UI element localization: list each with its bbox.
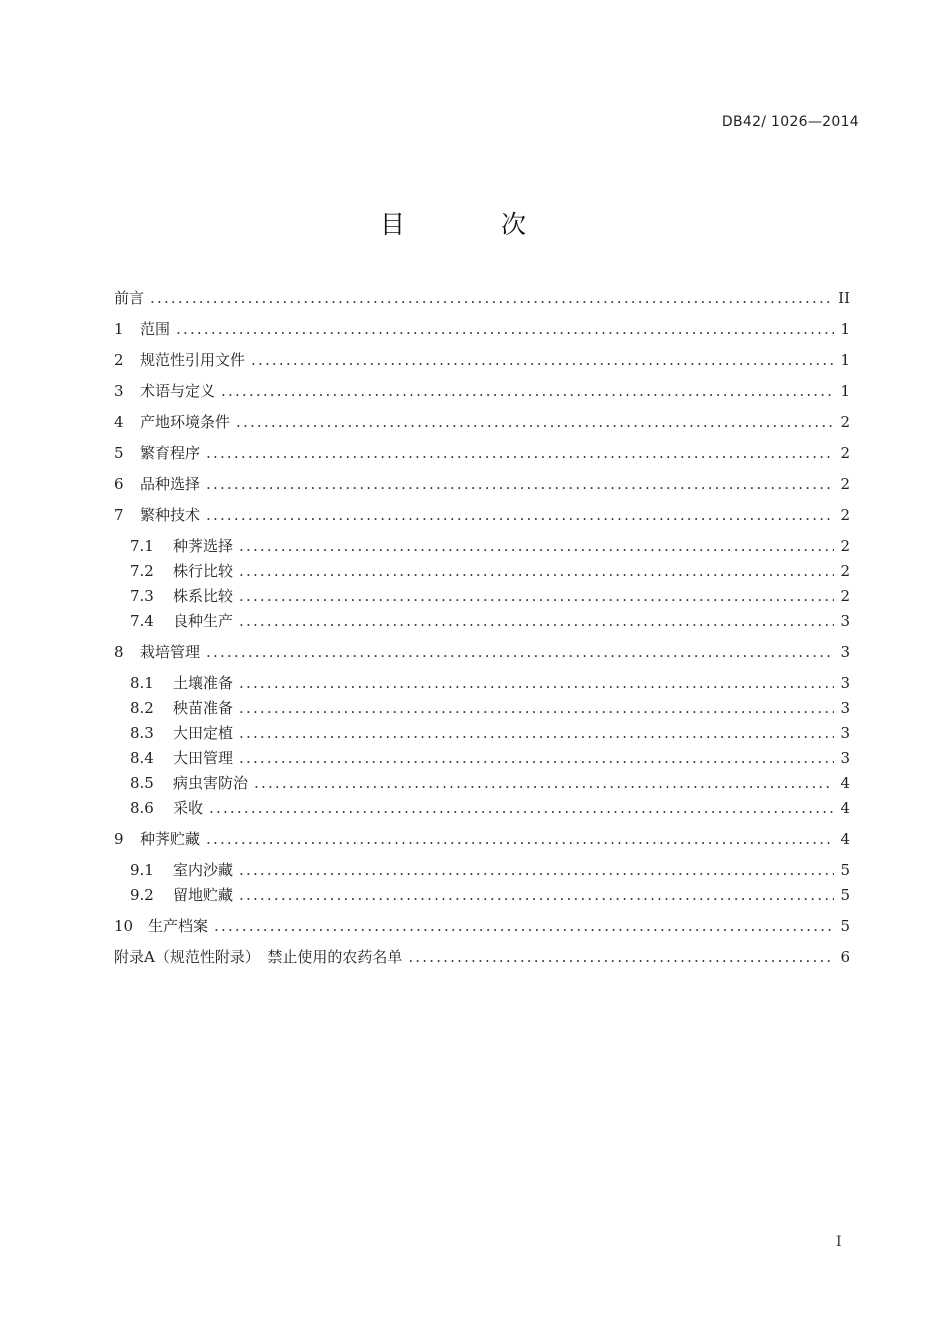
toc-entry-number: 3 (114, 382, 124, 400)
toc-entry-page: 3 (840, 699, 850, 717)
toc-entry-number: 8.2 (130, 699, 154, 717)
toc-entry-title: 品种选择 (140, 475, 201, 493)
toc-entry-variety-selection[interactable] (114, 472, 850, 497)
toc-entry-title: 留地贮藏 (173, 886, 234, 904)
toc-entry-7-4[interactable] (114, 609, 850, 634)
dot-leader (239, 584, 834, 609)
toc-entry-environment[interactable] (114, 410, 850, 435)
toc-entry-number: 2 (114, 351, 124, 369)
toc-entry-title: 采收 (173, 799, 204, 817)
toc-title: 目 次 (380, 210, 570, 239)
toc-entry-terms-definitions[interactable] (114, 379, 850, 404)
toc-entry-page: 3 (840, 749, 850, 767)
toc-entry-page: II (838, 289, 850, 307)
toc-entry-title: 繁育程序 (140, 444, 201, 462)
toc-entry-breeding-procedure[interactable] (114, 441, 850, 466)
dot-leader (408, 945, 834, 970)
toc-entry-page: 3 (840, 612, 850, 630)
toc-entry-page: 2 (840, 506, 850, 524)
toc-entry-title: 栽培管理 (140, 643, 201, 661)
dot-leader (239, 883, 834, 908)
toc-entry-page: 4 (840, 774, 850, 792)
toc-entry-number: 7.3 (130, 587, 154, 605)
toc-entry-page: 2 (840, 562, 850, 580)
dot-leader (239, 609, 834, 634)
toc-entry-page: 2 (840, 444, 850, 462)
toc-entry-page: 3 (840, 643, 850, 661)
toc-entry-title: 附录A（规范性附录） 禁止使用的农药名单 (114, 948, 403, 966)
toc-entry-title: 病虫害防治 (173, 774, 249, 792)
dot-leader (239, 671, 834, 696)
dot-leader (239, 746, 834, 771)
dot-leader (150, 286, 832, 311)
dot-leader (206, 472, 834, 497)
toc-entry-8-6[interactable] (114, 796, 850, 821)
toc-entry-9-1[interactable] (114, 858, 850, 883)
toc-entry-7-1[interactable] (114, 534, 850, 559)
dot-leader (251, 348, 834, 373)
toc-entry-number: 8 (114, 643, 124, 661)
dot-leader (209, 796, 834, 821)
toc-entry-title: 大田定植 (173, 724, 234, 742)
toc-entry-page: 5 (840, 886, 850, 904)
toc-entry-page: 4 (840, 799, 850, 817)
toc-entry-title: 生产档案 (148, 917, 209, 935)
toc-entry-title: 规范性引用文件 (140, 351, 246, 369)
table-of-contents (114, 286, 850, 976)
toc-entry-page: 2 (840, 537, 850, 555)
dot-leader (239, 696, 834, 721)
dot-leader (206, 441, 834, 466)
toc-entry-page: 1 (840, 320, 850, 338)
toc-entry-number: 8.3 (130, 724, 154, 742)
toc-entry-number: 7 (114, 506, 124, 524)
toc-entry-8-5[interactable] (114, 771, 850, 796)
page-number: I (836, 1234, 842, 1250)
toc-entry-8-3[interactable] (114, 721, 850, 746)
dot-leader (236, 410, 834, 435)
toc-entry-8-1[interactable] (114, 671, 850, 696)
toc-entry-title: 范围 (140, 320, 171, 338)
toc-entry-number: 7.2 (130, 562, 154, 580)
toc-entry-7-2[interactable] (114, 559, 850, 584)
toc-entry-cultivation[interactable] (114, 640, 850, 665)
dot-leader (239, 858, 834, 883)
dot-leader (214, 914, 834, 939)
toc-entry-number: 7.4 (130, 612, 154, 630)
toc-entry-8-4[interactable] (114, 746, 850, 771)
toc-entry-number: 8.4 (130, 749, 154, 767)
toc-entry-foreword[interactable] (114, 286, 850, 311)
toc-entry-title: 产地环境条件 (140, 413, 231, 431)
toc-entry-number: 10 (114, 917, 134, 935)
toc-entry-page: 2 (840, 475, 850, 493)
dot-leader (221, 379, 834, 404)
toc-entry-scope[interactable] (114, 317, 850, 342)
toc-entry-title: 前言 (114, 289, 145, 307)
toc-entry-number: 8.5 (130, 774, 154, 792)
toc-entry-page: 6 (840, 948, 850, 966)
dot-leader (206, 827, 834, 852)
toc-entry-page: 1 (840, 382, 850, 400)
standard-code: DB42/ 1026—2014 (721, 114, 859, 130)
dot-leader (239, 559, 834, 584)
toc-entry-number: 4 (114, 413, 124, 431)
toc-entry-seed-technique[interactable] (114, 503, 850, 528)
toc-entry-title: 繁种技术 (140, 506, 201, 524)
toc-entry-title: 株行比较 (173, 562, 234, 580)
toc-entry-number: 6 (114, 475, 124, 493)
toc-entry-appendix-a[interactable] (114, 945, 850, 970)
toc-entry-page: 3 (840, 674, 850, 692)
toc-entry-title: 术语与定义 (140, 382, 216, 400)
toc-entry-page: 5 (840, 861, 850, 879)
dot-leader (206, 503, 834, 528)
toc-entry-title: 种荠选择 (173, 537, 234, 555)
toc-entry-normative-references[interactable] (114, 348, 850, 373)
toc-entry-number: 9.2 (130, 886, 154, 904)
toc-entry-number: 7.1 (130, 537, 154, 555)
toc-entry-title: 土壤准备 (173, 674, 234, 692)
toc-entry-title: 株系比较 (173, 587, 234, 605)
toc-entry-page: 5 (840, 917, 850, 935)
toc-entry-number: 8.6 (130, 799, 154, 817)
toc-entry-page: 2 (840, 587, 850, 605)
toc-entry-number: 8.1 (130, 674, 154, 692)
toc-entry-page: 4 (840, 830, 850, 848)
toc-entry-number: 9 (114, 830, 124, 848)
toc-entry-title: 良种生产 (173, 612, 234, 630)
dot-leader (176, 317, 834, 342)
dot-leader (239, 721, 834, 746)
toc-entry-number: 1 (114, 320, 124, 338)
toc-entry-title: 种荠贮藏 (140, 830, 201, 848)
toc-entry-number: 5 (114, 444, 124, 462)
toc-entry-storage[interactable] (114, 827, 850, 852)
dot-leader (239, 534, 834, 559)
toc-entry-title: 秧苗准备 (173, 699, 234, 717)
dot-leader (206, 640, 834, 665)
toc-entry-title: 大田管理 (173, 749, 234, 767)
toc-entry-title: 室内沙藏 (173, 861, 234, 879)
dot-leader (254, 771, 834, 796)
toc-entry-page: 3 (840, 724, 850, 742)
toc-entry-7-3[interactable] (114, 584, 850, 609)
toc-entry-page: 2 (840, 413, 850, 431)
toc-entry-production-records[interactable] (114, 914, 850, 939)
toc-entry-page: 1 (840, 351, 850, 369)
toc-entry-9-2[interactable] (114, 883, 850, 908)
toc-entry-number: 9.1 (130, 861, 154, 879)
toc-entry-8-2[interactable] (114, 696, 850, 721)
